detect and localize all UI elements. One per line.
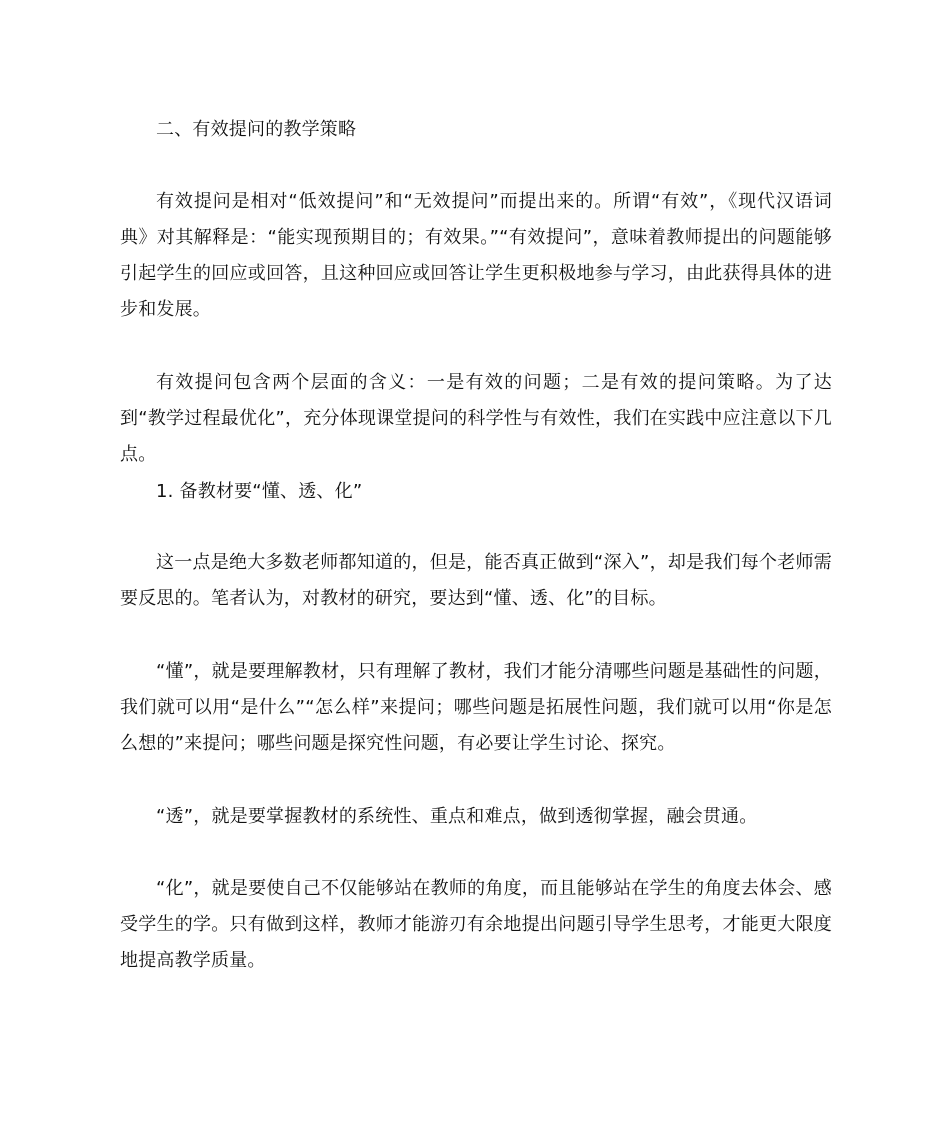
- section-heading: 二、有效提问的教学策略: [156, 119, 357, 140]
- paragraph-definition: 有效提问是相对“低效提问”和“无效提问”而提出来的。所谓“有效”，《现代汉语词典》对其解释是：“能实现预期目的；有效果。”“有效提问”，意味着教师提出的问题能够引起学生的回应或回答，且这种回应或回答让学生更积极地参与学习，由此获得具体的进步和发展。: [120, 191, 832, 320]
- paragraph-reflection: 这一点是绝大多数老师都知道的，但是，能否真正做到“深入”，却是我们每个老师需要反思的。笔者认为，对教材的研究，要达到“懂、透、化”的目标。: [120, 552, 832, 609]
- paragraph-thorough: “透”，就是要掌握教材的系统性、重点和难点，做到透彻掌握，融会贯通。: [156, 806, 758, 827]
- paragraph-understand: “懂”，就是要理解教材，只有理解了教材，我们才能分清哪些问题是基础性的问题，我们就可以用“是什么”“怎么样”来提问；哪些问题是拓展性问题，我们就可以用“你是怎么想的”来提问；哪些问题是探究性问题，有必要让学生讨论、探究。: [120, 661, 832, 754]
- paragraph-transform: “化”，就是要使自己不仅能够站在教师的角度，而且能够站在学生的角度去体会、感受学生的学。只有做到这样，教师才能游刃有余地提出问题引导学生思考，才能更大限度地提高教学质量。: [120, 878, 832, 971]
- subsection-heading: 1. 备教材要“懂、透、化”: [156, 481, 363, 502]
- paragraph-two-levels: 有效提问包含两个层面的含义：一是有效的问题；二是有效的提问策略。为了达到“教学过程最优化”，充分体现课堂提问的科学性与有效性，我们在实践中应注意以下几点。: [120, 372, 832, 465]
